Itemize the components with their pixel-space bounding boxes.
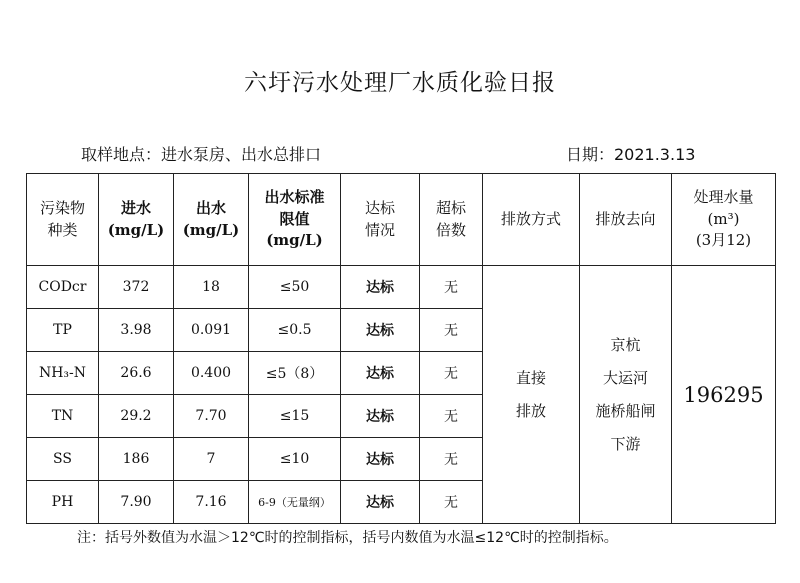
- report-date: 日期：2021.3.13: [566, 145, 696, 164]
- inflow-value: 7.90: [99, 481, 174, 524]
- outflow-value: 18: [174, 266, 249, 309]
- exceed-value: 无: [420, 481, 483, 524]
- header-exceed: 超标 倍数: [420, 174, 483, 266]
- outflow-value: 0.091: [174, 309, 249, 352]
- exceed-value: 无: [420, 266, 483, 309]
- exceed-value: 无: [420, 309, 483, 352]
- status-value: 达标: [341, 352, 420, 395]
- table-row: [27, 266, 776, 309]
- limit-value: 6-9（无量纲）: [249, 481, 341, 524]
- status-value: 达标: [341, 438, 420, 481]
- pollutant-name: CODcr: [27, 266, 99, 309]
- header-standard: 出水标准 限值 (mg/L): [249, 174, 341, 266]
- pollutant-name: TP: [27, 309, 99, 352]
- exceed-value: 无: [420, 438, 483, 481]
- limit-value: ≤5（8）: [249, 352, 341, 395]
- footnote: 注：括号外数值为水温＞12℃时的控制指标，括号内数值为水温≤12℃时的控制指标。: [77, 530, 618, 546]
- report-title: 六圩污水处理厂水质化验日报: [244, 70, 556, 96]
- outflow-value: 7.70: [174, 395, 249, 438]
- header-outflow: 出水 (mg/L): [174, 174, 249, 266]
- header-discharge-dest: 排放去向: [580, 174, 672, 266]
- water-quality-table: [26, 173, 776, 524]
- limit-value: ≤50: [249, 266, 341, 309]
- pollutant-name: NH₃-N: [27, 352, 99, 395]
- exceed-value: 无: [420, 352, 483, 395]
- discharge-dest-cell: 京杭 大运河 施桥船闸 下游: [580, 266, 672, 524]
- header-volume: 处理水量 (m³) (3月12): [672, 174, 776, 266]
- status-value: 达标: [341, 309, 420, 352]
- pollutant-name: TN: [27, 395, 99, 438]
- limit-value: ≤10: [249, 438, 341, 481]
- inflow-value: 26.6: [99, 352, 174, 395]
- status-value: 达标: [341, 266, 420, 309]
- outflow-value: 7.16: [174, 481, 249, 524]
- sampling-location: 取样地点：进水泵房、出水总排口: [81, 145, 322, 164]
- header-inflow: 进水 (mg/L): [99, 174, 174, 266]
- discharge-mode-cell: 直接 排放: [483, 266, 580, 524]
- inflow-value: 29.2: [99, 395, 174, 438]
- outflow-value: 0.400: [174, 352, 249, 395]
- header-discharge-mode: 排放方式: [483, 174, 580, 266]
- header-pollutant: 污染物 种类: [27, 174, 99, 266]
- status-value: 达标: [341, 395, 420, 438]
- pollutant-name: PH: [27, 481, 99, 524]
- inflow-value: 186: [99, 438, 174, 481]
- volume-value: 196295: [672, 266, 776, 524]
- outflow-value: 7: [174, 438, 249, 481]
- limit-value: ≤0.5: [249, 309, 341, 352]
- status-value: 达标: [341, 481, 420, 524]
- inflow-value: 372: [99, 266, 174, 309]
- limit-value: ≤15: [249, 395, 341, 438]
- header-compliance: 达标 情况: [341, 174, 420, 266]
- pollutant-name: SS: [27, 438, 99, 481]
- exceed-value: 无: [420, 395, 483, 438]
- inflow-value: 3.98: [99, 309, 174, 352]
- header-row: [27, 174, 776, 266]
